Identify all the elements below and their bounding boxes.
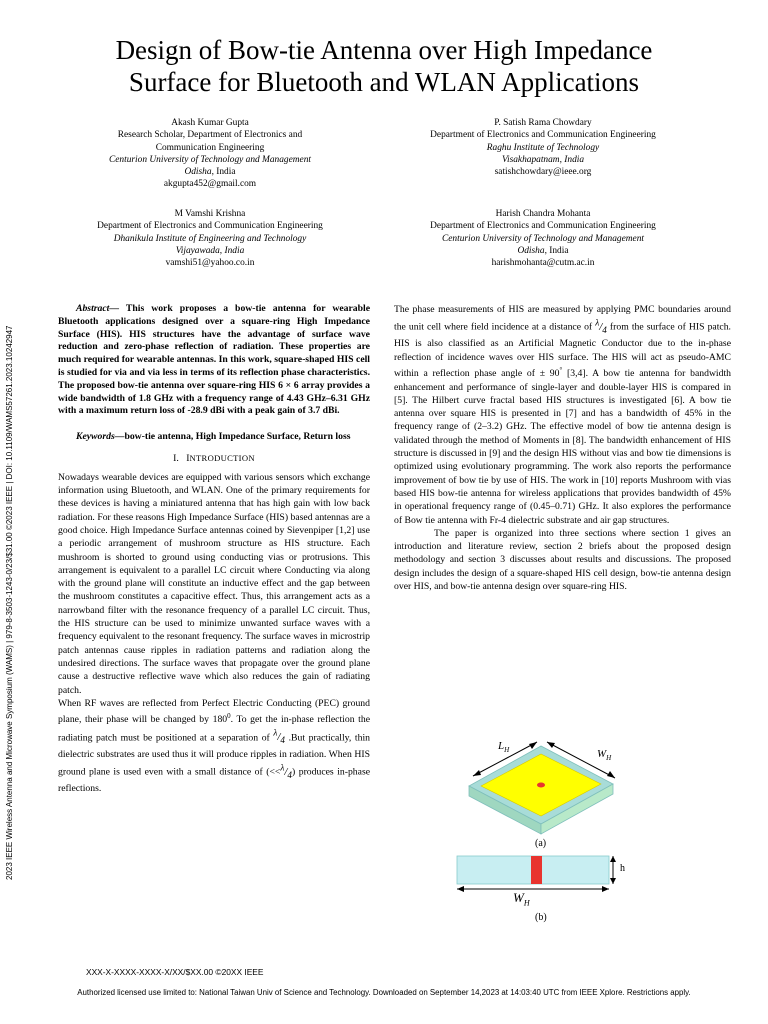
authorization-notice: Authorized licensed use limited to: National Taiwan Univ of Science and Technology. Downloaded on September 14,2023 at 14:03:40 UTC from IEEE Xplore. Restrictions apply. (77, 988, 691, 997)
intro-paragraph-1: Nowadays wearable devices are equipped with various sensors which exchange information using Bluetooth, and WLAN. One of the primary requirements for these devices is having a miniatured antenna that has high gain with low back radiation. For these reasons High Impedance Surface (HIS) based antennas are a good choice. High Impedance Surface antennas coined by Sievenpiper [1,2] use a periodic arrangement of mushroom structure as HIS structure. Each mushroom is shorted to ground using conducting vias or protrusions. This arrangement is equivalent to a parallel LC circuit where Conducting via along with the ground plane will constitute an inductive effect and the gap between the mushroom constitutes a capacitive effect. Thus, this arrangement acts as a narrowband filter with the resonance frequency of a parallel LC circuit. Thus, the HIS structure can be used to minimize unwanted surface waves with a frequency equivalent to the resonant frequency. The surface waves in microstrip patch antennas cause ripples in radiation patterns and radiation along the undesired directions. The surface waves that propagate over the ground plane cause a destructive reflective wave which also reduces the gain of radiating patch. (58, 471, 370, 696)
right-column (394, 303, 731, 593)
author-block-2 (402, 117, 684, 178)
author-name: M Vamshi Krishna (174, 209, 246, 219)
author-location: Odisha, India (184, 167, 236, 178)
author-name: Akash Kumar Gupta (171, 118, 249, 128)
author-block-1 (70, 117, 350, 191)
label-h: h (620, 863, 625, 874)
author-affiliation: Department of Electronics and Communication Engineering (430, 221, 656, 232)
abstract: Abstract— This work proposes a bow-tie antenna for wearable Bluetooth applications designed over a square-ring High Impedance Surface (HIS). HIS structures have the advantage of surface wave reduction and zero-phase reflection of radiation. These properties are much required for wearable antennas. In this work, square-shaped HIS cell is studied for via and via less in terms of its reflection phase characteristics. The proposed bow-tie antenna over square-ring HIS 6 × 6 array provides a wide bandwidth of 1.8 GHz with a frequency range of 4.43 GHz–6.31 GHz with a maximum return loss of -28.9 dBi with a peak gain of 3.7 dBi. (58, 303, 370, 417)
author-affiliation: Communication Engineering (155, 142, 265, 153)
author-institution: Centurion University of Technology and Management (442, 233, 644, 244)
right-paragraph-1: The phase measurements of HIS are measured by applying PMC boundaries around the unit cell where field incidence at a distance of $^\lambda/_4$ from the surface of HIS patch. HIS is also classified as an Artificial Magnetic Conductor due to the in-phase reflection of incidence waves over HIS surface. The HIS will act as pseudo-AMC within a reflection phase angle of ± 90° [3,4]. A bow tie antenna for bandwidth enhancement and performance of single-layer and double-layer HIS is compared in [5]. The Hilbert curve fractal based HIS structures is investigated [6]. A bow tie antenna over square HIS is presented in [7] and has a bandwidth of 45% in the frequency range of (2–3.2) GHz. The effective model of bow tie antenna design is validated through the method of Moments in [8]. The bandwidth enhancement of HIS structure is discussed in [9] and the design HIS without vias and bow tie dimensions is optimized using evolutionary programming. The work also reports the performance improvement of bow tie by use of HIS. The work in [10] reports Mushroom with vias based HIS bow-tie antenna for wireless applications that provides bandwidth of 45% in operational frequency range of (0.45–0.71) GHz. It also explores the performance of Bow tie antenna with Fr-4 dielectric substrate and air gap structures. (394, 304, 732, 526)
right-paragraph-2: The paper is organized into three sections where section 1 gives an introduction and literature review, section 2 briefs about the proposed design methodology and section 3 discusses about results and discussions. The proposed design includes the design of a square-shaped HIS cell design, bow-tie antenna design over HIS, and bow-tie antenna design over square-ring HIS. (394, 527, 731, 593)
lambda-over-4: $^\lambda/_4$ (280, 762, 292, 780)
lambda-over-4: $^\lambda/_4$ (595, 317, 607, 336)
author-email: akgupta452@gmail.com (163, 179, 257, 190)
author-email: satishchowdary@ieee.org (494, 167, 592, 178)
his-unit-cell-diagram (455, 738, 635, 928)
copyright-footer: XXX-X-XXXX-XXXX-X/XX/$XX.00 ©20XX IEEE (86, 967, 264, 977)
side-citation-text: 2023 IEEE Wireless Antenna and Microwave Symposium (WAMS) | 979-8-3503-1243-0/23/$31.00 ©2023 IEEE | DOI: 10.1109/WAMS57261.2023.10242947 (5, 325, 14, 880)
lambda-over-4: $^\lambda/_4$ (273, 727, 285, 746)
author-block-3 (70, 208, 350, 269)
via-cross-section (531, 856, 542, 884)
title-line-2: Surface for Bluetooth and WLAN Applications (128, 67, 640, 97)
author-name: P. Satish Rama Chowdary (494, 118, 592, 128)
section-heading-introduction: I. INTRODUCTION (173, 453, 255, 465)
author-affiliation: Research Scholar, Department of Electronics and (117, 130, 303, 141)
paper-title (40, 34, 728, 98)
keywords: Keywords—bow-tie antenna, High Impedance Surface, Return loss (76, 431, 351, 443)
via (537, 783, 545, 788)
author-institution: Dhanikula Institute of Engineering and Technology (113, 233, 307, 244)
caption-a: (a) (535, 838, 547, 849)
intro-paragraph-2: When RF waves are reflected from Perfect Electric Conducting (PEC) ground plane, their phase will be changed by $180^0$. To get the in-phase reflection the radiating patch must be positioned at a separation of $^\lambda/_4$ .But practically, thin dielectric substrates are used thus it will produce ripples in radiation. When HIS ground plane is used even with a small distance of $(<<^\lambda/_4)$ produces in-phase reflections. (58, 697, 371, 795)
author-email: vamshi51@yahoo.co.in (165, 258, 255, 269)
label-wh: $W_H$ (597, 748, 612, 763)
label-wh-side: $W_H$ (513, 890, 530, 908)
author-location: Vijayawada, India (175, 245, 245, 256)
author-affiliation: Department of Electronics and Communication Engineering (430, 130, 656, 141)
left-column (58, 303, 370, 796)
author-institution: Centurion University of Technology and Management (109, 154, 311, 165)
author-block-4 (402, 208, 684, 269)
author-affiliation: Department of Electronics and Communication Engineering (97, 221, 323, 232)
author-email: harishmohanta@cutm.ac.in (491, 258, 595, 269)
author-institution: Raghu Institute of Technology (486, 142, 600, 153)
author-location: Odisha, India (517, 245, 569, 256)
figure-his-unit-cell (455, 738, 635, 928)
title-line-1: Design of Bow-tie Antenna over High Impedance (115, 35, 653, 65)
author-location: Visakhapatnam, India (501, 154, 585, 165)
label-lh: $L_H$ (498, 740, 510, 755)
caption-b: (b) (535, 912, 547, 923)
author-name: Harish Chandra Mohanta (495, 209, 591, 219)
